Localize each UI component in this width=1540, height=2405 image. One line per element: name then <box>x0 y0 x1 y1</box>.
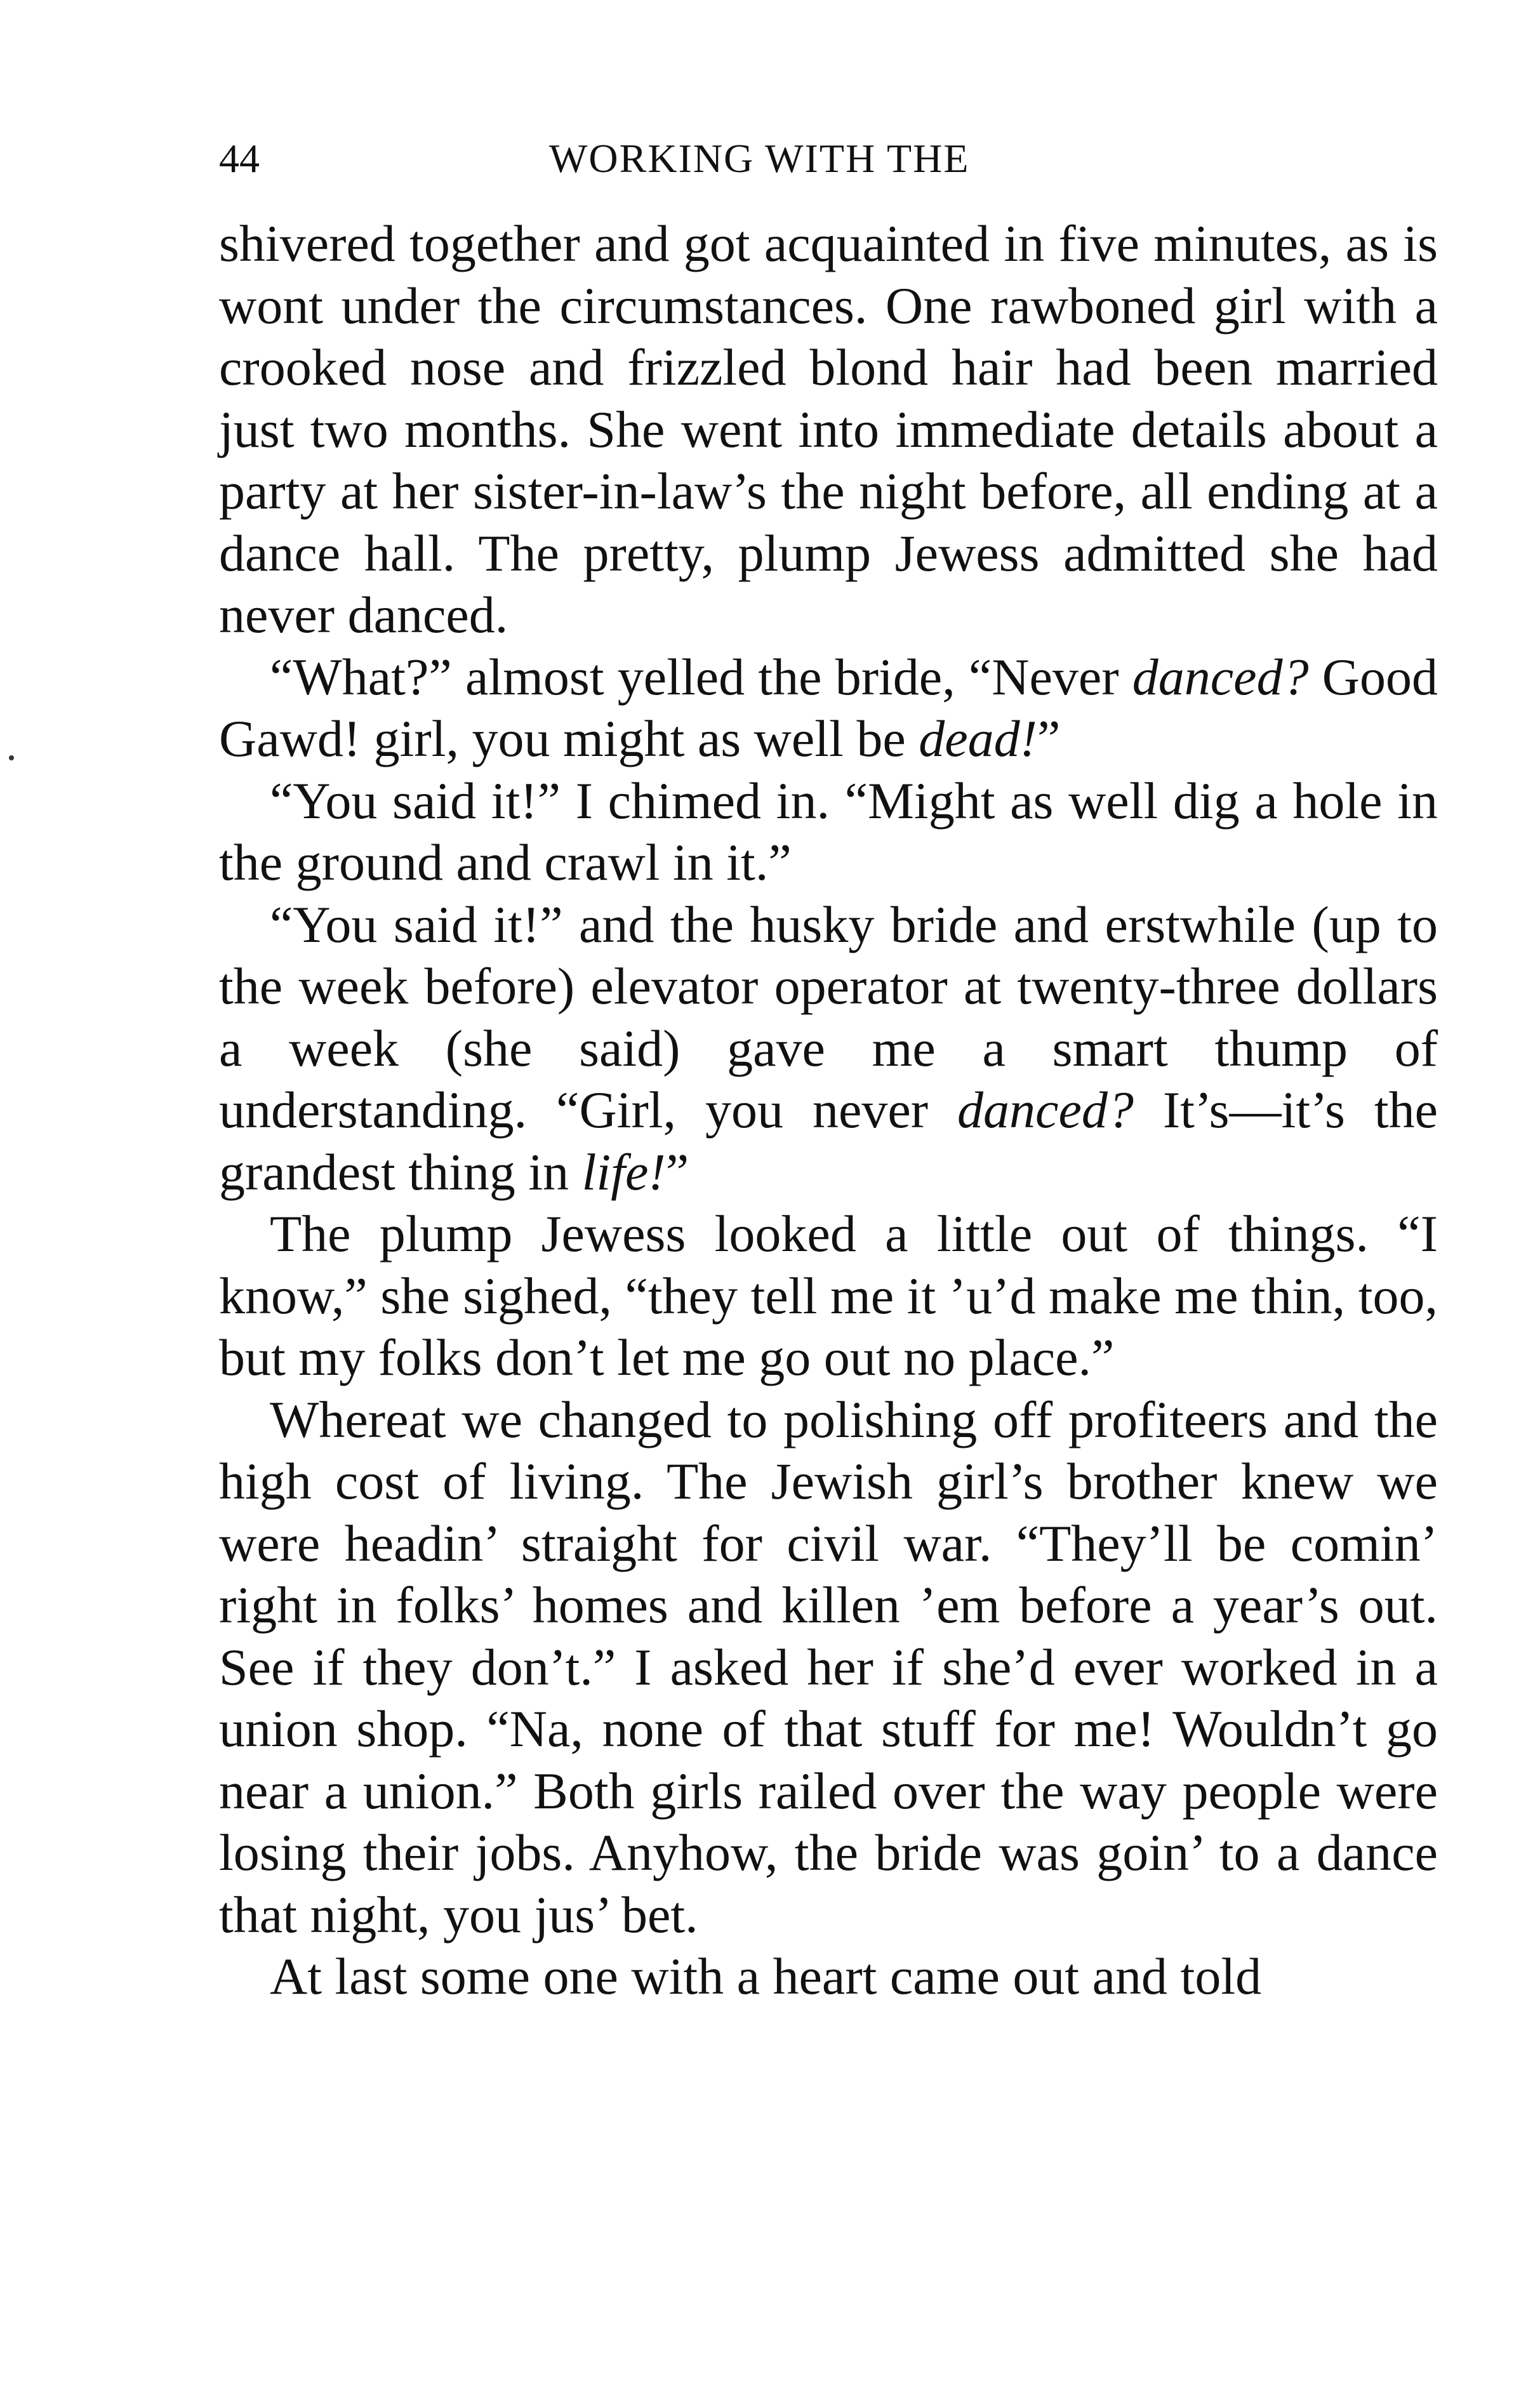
paragraph-p5 <box>219 1203 1438 1389</box>
text-segment: Whereat we changed to polishing off profiteers and the high cost of living. The Jewish girl’s brother knew we were headin’ straight for civil war. “They’ll be comin’ right in folks’ homes and killen ’em before a year’s out. See if they don’t.” I asked her if she’d ever worked in a union shop. “Na, none of that stuff for me! Wouldn’t go near a union.” Both girls railed over the way people were losing their jobs. Anyhow, the bride was goin’ to a dance that night, you jus’ bet. <box>219 1390 1438 1944</box>
body-text <box>219 213 1438 2008</box>
text-segment: shivered together and got acquainted in five minutes, as is wont under the circumstances. One rawboned girl with a crooked nose and frizzled blond hair had been married just two months. She went into immediate details about a party at her sister-in-law’s the night before, all ending at a dance hall. The pretty, plump Jewess admitted she had never danced. <box>219 215 1438 644</box>
text-segment: At last some one with a heart came out and told <box>270 1947 1262 2005</box>
margin-speck <box>9 755 14 760</box>
paragraph-p6 <box>219 1389 1438 1946</box>
italic-emphasis: danced? <box>1132 647 1309 706</box>
text-segment: It’s—it’s the grandest thing in <box>219 1081 1438 1201</box>
paragraph-p2 <box>219 646 1438 770</box>
text-segment: ” <box>665 1143 689 1201</box>
text-segment: “You said it!” I chimed in. “Might as well dig a hole in the ground and crawl in it.” <box>219 771 1438 891</box>
page-number: 44 <box>219 136 260 181</box>
paragraph-p7 <box>219 1945 1438 2008</box>
paragraph-p4 <box>219 894 1438 1203</box>
text-segment: “What?” almost yelled the bride, “Never <box>270 647 1132 706</box>
paragraph-p3 <box>219 770 1438 894</box>
page-header <box>219 130 1438 187</box>
running-head: WORKING WITH THE <box>549 136 970 181</box>
text-segment: “You said it!” and the husky bride and erstwhile (up to the week before) elevator operator at twenty-three dollars a week (she said) gave me a smart thump of understanding. “Girl, you never <box>219 895 1438 1139</box>
italic-emphasis: dead! <box>919 710 1037 767</box>
text-segment: The plump Jewess looked a little out of things. “I know,” she sighed, “they tell me it ’u’d make me thin, too, but my folks don’t let me go out no place.” <box>219 1205 1438 1386</box>
text-segment: ” <box>1037 710 1061 767</box>
italic-emphasis: danced? <box>957 1081 1134 1139</box>
paragraph-p1 <box>219 213 1438 646</box>
italic-emphasis: life! <box>581 1143 666 1201</box>
text-segment: Good Gawd! girl, you might as well be <box>219 647 1438 767</box>
